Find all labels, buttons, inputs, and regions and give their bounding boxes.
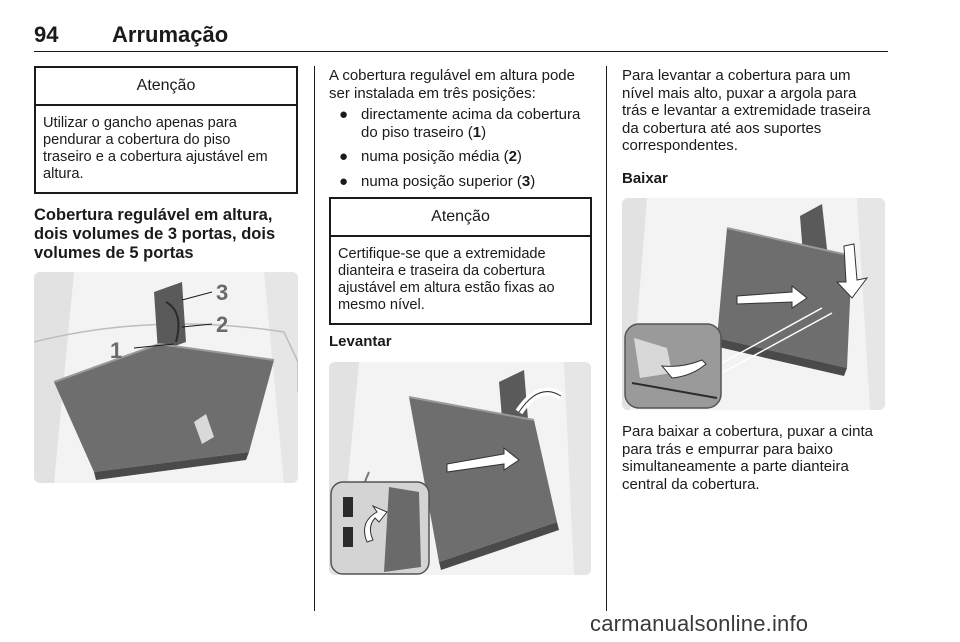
- page-title: Arrumação: [112, 22, 229, 47]
- intro-paragraph: [329, 67, 599, 197]
- notice-line: pendurar a cobertura do piso: [43, 132, 231, 148]
- bullet-icon: ●: [339, 148, 349, 165]
- subheading-raise: Levantar: [329, 333, 392, 350]
- position-number: 3: [521, 172, 531, 190]
- list-item-text: directamente acima da cobertura: [361, 106, 581, 123]
- heading-line: volumes de 5 portas: [34, 244, 194, 262]
- figure-lower: [622, 198, 885, 410]
- position-number: 2: [508, 148, 517, 165]
- subheading-lower: Baixar: [622, 170, 668, 187]
- section-heading: [34, 206, 304, 263]
- list-item: [329, 106, 599, 141]
- list-item-text: do piso traseiro (: [361, 123, 473, 141]
- raise-cover-illustration: [329, 362, 591, 575]
- list-item-text: ): [516, 148, 522, 165]
- raise-paragraph: [622, 67, 892, 155]
- notice-line: Certifique-se que a extremidade: [338, 246, 546, 262]
- paragraph-line: correspondentes.: [622, 137, 738, 154]
- notice-title-1: Atenção: [36, 68, 296, 106]
- bullet-icon: ●: [339, 172, 349, 190]
- notice-line: dianteira e traseira da cobertura: [338, 263, 545, 279]
- position-list: [329, 106, 599, 190]
- position-number: 1: [472, 123, 482, 141]
- list-item: [329, 148, 599, 166]
- paragraph-line: central da cobertura.: [622, 475, 760, 493]
- notice-line: mesmo nível.: [338, 297, 425, 313]
- watermark: carmanualsonline.info: [590, 611, 809, 636]
- header-rule: [34, 51, 888, 52]
- paragraph-line: nível mais alto, puxar a argola para: [622, 84, 857, 102]
- notice-line: Utilizar o gancho apenas para: [43, 115, 237, 131]
- bullet-icon: ●: [339, 106, 349, 123]
- notice-box-2: [329, 197, 592, 325]
- paragraph-line: trás e levantar a extremidade traseira: [622, 102, 871, 119]
- callout-3: 3: [216, 280, 229, 305]
- figure-cover-positions: [34, 272, 298, 483]
- notice-line: traseiro e a cobertura ajustável em: [43, 149, 268, 165]
- column-divider-2: [606, 66, 607, 611]
- list-item-text: ): [530, 172, 536, 190]
- notice-line: altura.: [43, 166, 84, 182]
- lower-paragraph: [622, 423, 892, 493]
- figure-raise: [329, 362, 591, 575]
- list-item-text: numa posição média (: [361, 148, 509, 165]
- paragraph-line: Para baixar a cobertura, puxar a cinta: [622, 423, 873, 440]
- notice-body-2: [331, 237, 590, 314]
- lower-cover-illustration: [622, 198, 885, 410]
- notice-box-1: [34, 66, 298, 194]
- paragraph-line: para trás e empurrar para baixo: [622, 440, 833, 458]
- column-divider-1: [314, 66, 315, 611]
- heading-line: Cobertura regulável em altura,: [34, 206, 273, 224]
- callout-2: 2: [216, 312, 229, 337]
- list-item-text: numa posição superior (: [361, 172, 522, 190]
- cover-positions-illustration: [34, 272, 298, 483]
- paragraph-line: simultaneamente a parte dianteira: [622, 458, 849, 475]
- paragraph-line: Para levantar a cobertura para um: [622, 67, 851, 84]
- callout-1: 1: [110, 338, 123, 363]
- heading-line: dois volumes de 3 portas, dois: [34, 225, 276, 243]
- notice-line: ajustável em altura estão fixas ao: [338, 280, 555, 296]
- notice-body-1: [36, 106, 296, 183]
- list-item-text: ): [481, 123, 487, 141]
- intro-line: A cobertura regulável em altura pode: [329, 67, 575, 84]
- list-item: [329, 173, 599, 191]
- paragraph-line: da cobertura até aos suportes: [622, 119, 822, 137]
- intro-line: ser instalada em três posições:: [329, 84, 536, 102]
- page-number: 94: [34, 22, 59, 47]
- notice-title-2: Atenção: [331, 199, 590, 237]
